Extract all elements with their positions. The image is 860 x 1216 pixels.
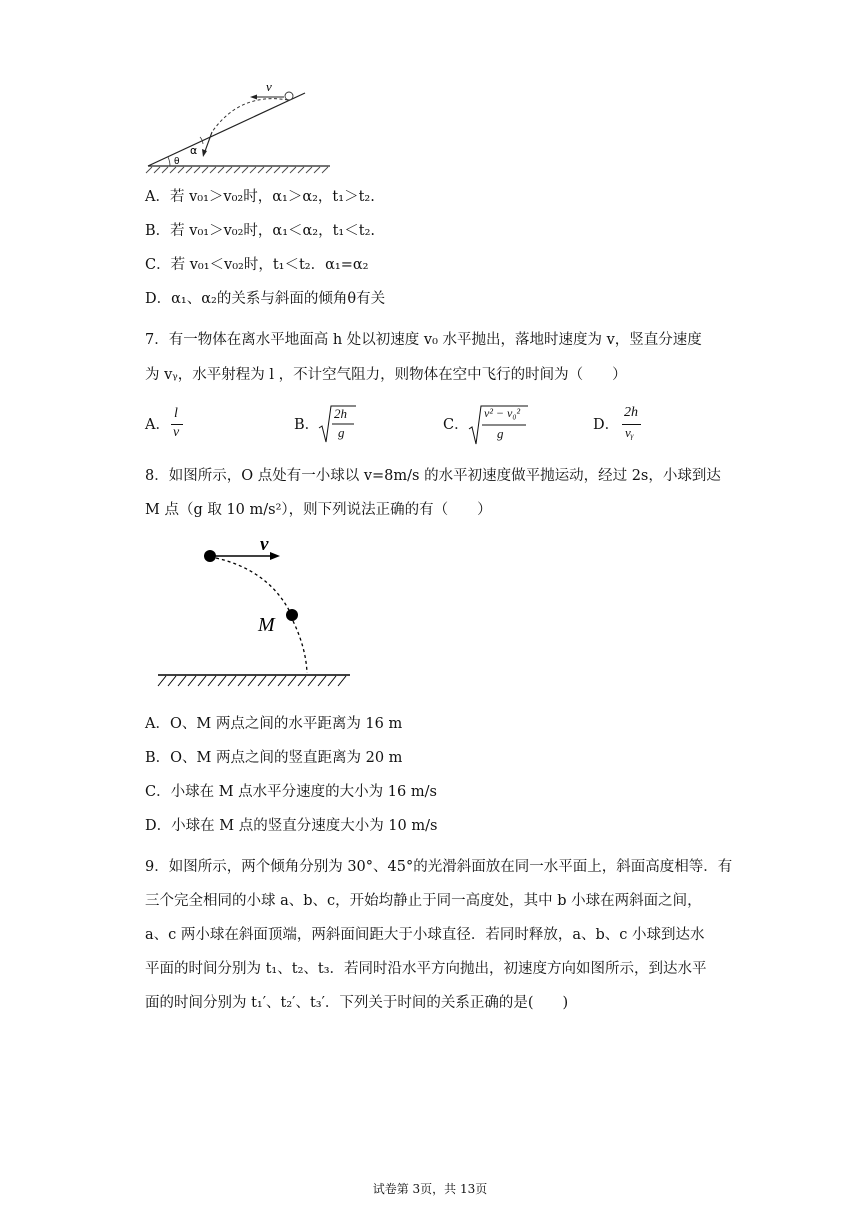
- q8-option-c: C．小球在 M 点水平分速度的大小为 16 m/s: [145, 784, 437, 800]
- theta-label: θ: [174, 157, 180, 167]
- velocity-label: v: [260, 534, 269, 555]
- q7-choice-c-label: C．: [443, 417, 469, 433]
- q7-choice-d-num: 2h: [624, 405, 638, 420]
- q6-option-d: D．α₁、α₂的关系与斜面的倾角θ有关: [145, 291, 386, 307]
- velocity-label: v: [266, 79, 272, 94]
- q7-choice-a-den: v: [173, 425, 180, 440]
- q8-stem-line1: 8．如图所示，O 点处有一小球以 v=8m/s 的水平初速度做平抛运动，经过 2s，小球到达: [145, 468, 721, 484]
- q7-choice-c-num: v² − v₀²: [484, 406, 521, 420]
- q6-option-b: B．若 v₀₁＞v₀₂时，α₁＜α₂，t₁＜t₂.: [145, 223, 375, 239]
- q8-option-d: D．小球在 M 点的竖直分速度大小为 10 m/s: [145, 818, 438, 834]
- q7-choice-b-label: B．: [294, 417, 320, 433]
- q7-choice-a-num: l: [174, 406, 178, 421]
- alpha-label: α: [190, 144, 198, 157]
- incline-figure: [140, 70, 340, 175]
- q7-choice-b-den: g: [338, 425, 345, 440]
- q8-option-b: B．O、M 两点之间的竖直距离为 20 m: [145, 750, 403, 766]
- q7-choice-b-num: 2h: [334, 406, 347, 421]
- q9-stem-line5: 面的时间分别为 t₁′、t₂′、t₃′．下列关于时间的关系正确的是( ): [145, 995, 569, 1011]
- q9-stem-line1: 9．如图所示，两个倾角分别为 30°、45°的光滑斜面放在同一水平面上，斜面高度相等．有: [145, 859, 733, 875]
- q7-choice-c-den: g: [497, 426, 504, 441]
- q7-choice-d-label: D．: [593, 417, 620, 433]
- q6-option-c: C．若 v₀₁＜v₀₂时，t₁＜t₂．α₁=α₂: [145, 257, 369, 273]
- q9-stem-line3: a、c 两小球在斜面顶端，两斜面间距大于小球直径．若同时释放，a、b、c 小球到达水: [145, 927, 705, 943]
- q6-option-a: A．若 v₀₁＞v₀₂时，α₁＞α₂，t₁＞t₂.: [145, 189, 375, 205]
- q8-option-a: A．O、M 两点之间的水平距离为 16 m: [145, 716, 403, 732]
- q9-stem-line2: 三个完全相同的小球 a、b、c，开始均静止于同一高度处，其中 b 小球在两斜面之间，: [145, 893, 702, 909]
- q7-choice-a-label: A．: [145, 417, 170, 433]
- q7-stem-line1: 7．有一物体在离水平地面高 h 处以初速度 v₀ 水平抛出，落地时速度为 v，竖直分速度: [145, 332, 702, 348]
- q7-stem-line2: 为 vᵧ，水平射程为 l ，不计空气阻力，则物体在空中飞行的时间为（ ）: [145, 367, 627, 383]
- q7-choice-d-den: vᵧ: [625, 425, 634, 440]
- point-m-label: M: [258, 614, 275, 636]
- page-footer: 试卷第 3页，共 13页: [372, 1182, 488, 1196]
- q9-stem-line4: 平面的时间分别为 t₁、t₂、t₃．若同时沿水平方向抛出，初速度方向如图所示，到达水平: [145, 961, 707, 977]
- q8-stem-line2: M 点（g 取 10 m/s²），则下列说法正确的有（ ）: [145, 502, 492, 518]
- projectile-figure: [150, 528, 360, 693]
